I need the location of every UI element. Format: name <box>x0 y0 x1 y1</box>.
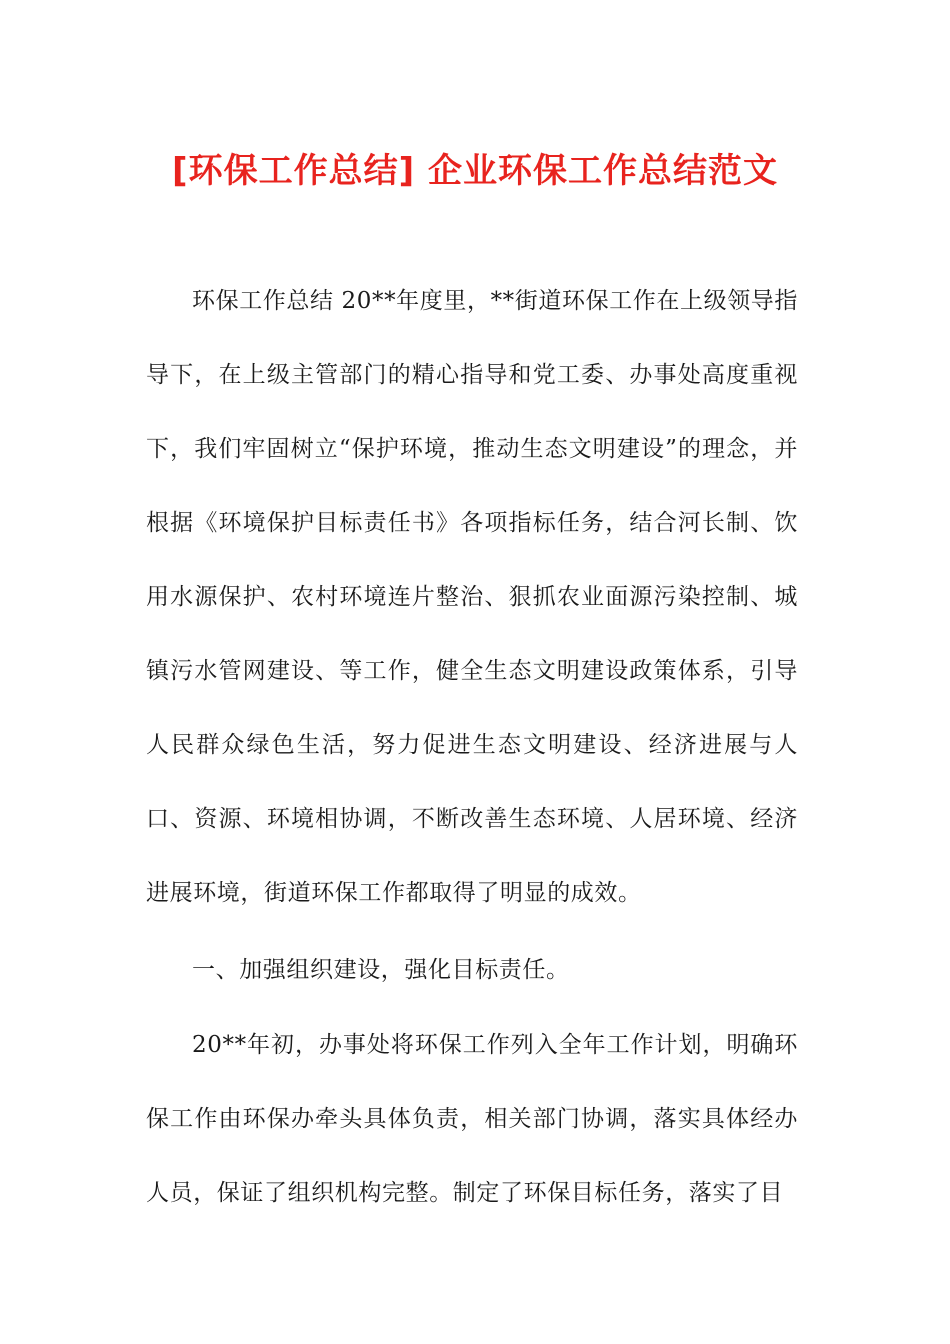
section-heading-1: 一、加强组织建设，强化目标责任。 <box>192 957 570 983</box>
paragraph-section-1: 20**年初，办事处将环保工作列入全年工作计划，明确环保工作由环保办牵头具体负责，相关部门协调，落实具体经办人员，保证了组织机构完整。制定了环保目标任务，落实了目 <box>146 1032 798 1206</box>
paragraph-intro: 环保工作总结 20**年度里，**街道环保工作在上级领导指导下，在上级主管部门的精心指导和党工委、办事处高度重视下，我们牢固树立“保护环境，推动生态文明建设”的理念，并根据《环境保护目标责任书》各项指标任务，结合河长制、饮用水源保护、农村环境连片整治、狠抓农业面源污染控制、城镇污水管网建设、等工作，健全生态文明建设政策体系，引导人民群众绿色生活，努力促进生态文明建设、经济进展与人口、资源、环境相协调，不断改善生态环境、人居环境、经济进展环境，街道环保工作都取得了明显的成效。 <box>146 288 798 906</box>
document-title: [环保工作总结] 企业环保工作总结范文 <box>172 151 778 191</box>
